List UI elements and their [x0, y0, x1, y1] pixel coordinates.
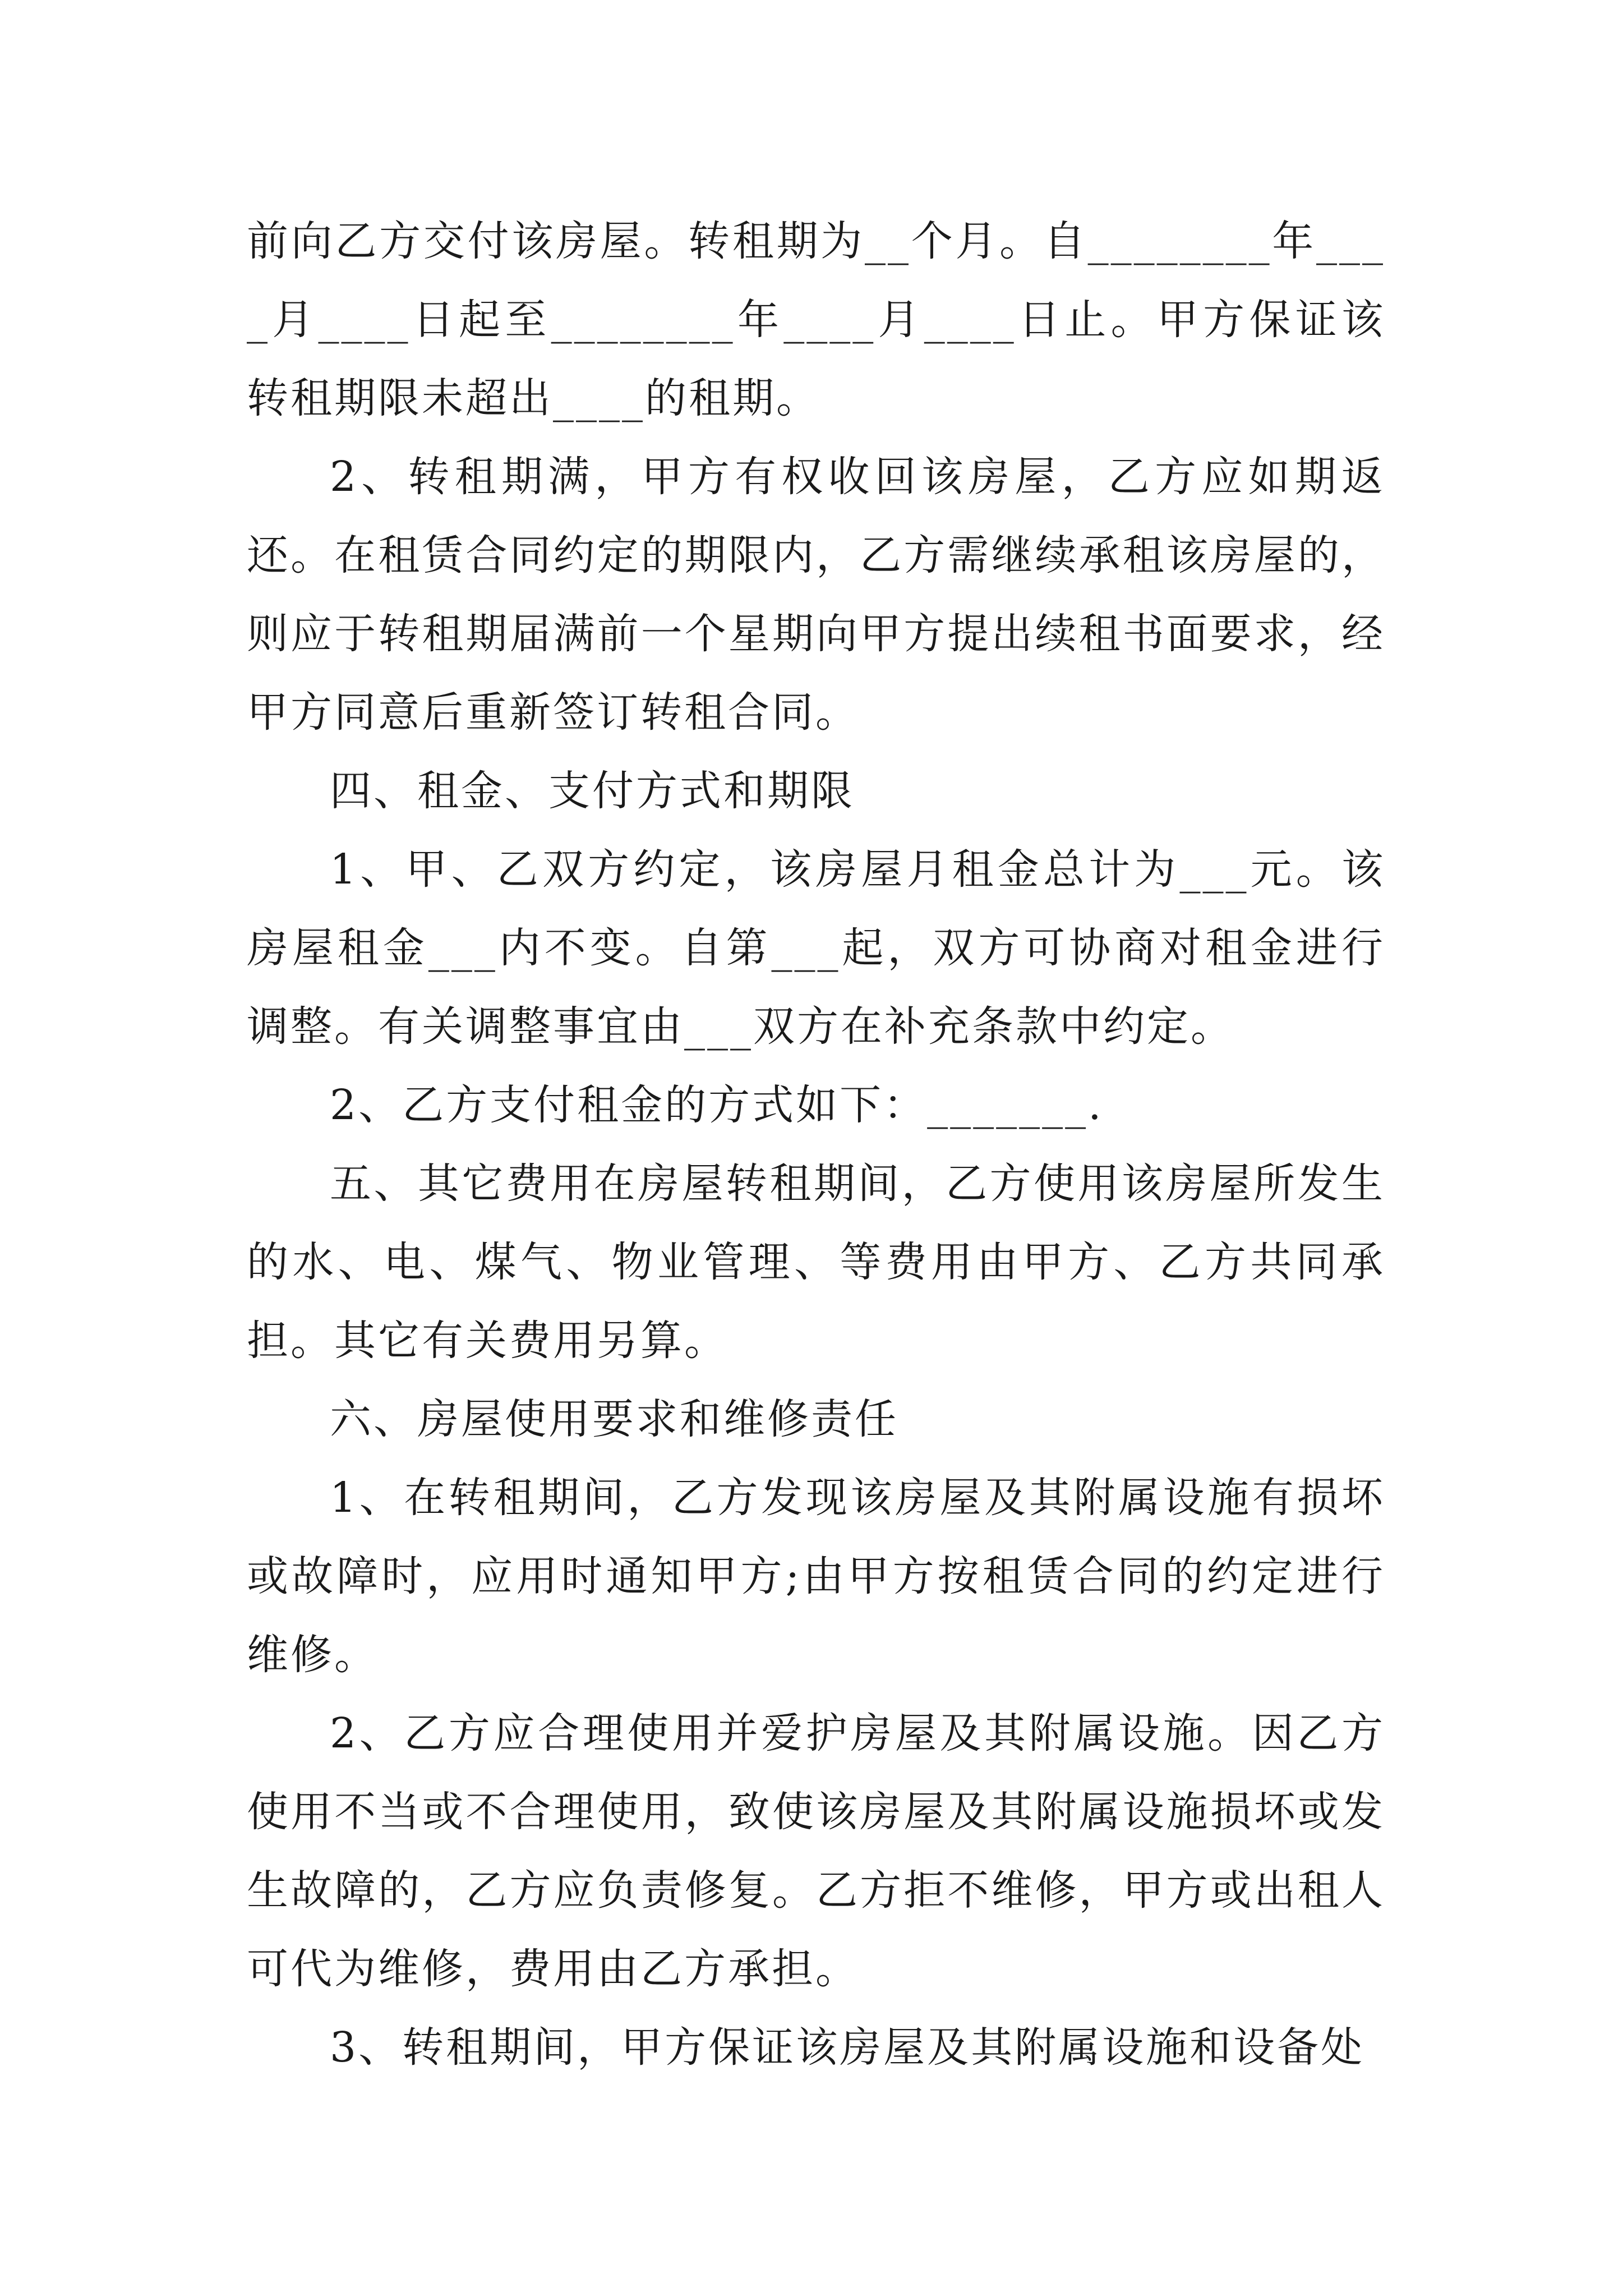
- paragraph-other-fees: 五、其它费用在房屋转租期间，乙方使用该房屋所发生的水、电、煤气、物业管理、等费用由甲方、乙方共同承担。其它有关费用另算。: [247, 1159, 1385, 1365]
- section-heading-rent: 四、租金、支付方式和期限: [330, 767, 855, 815]
- paragraph-proper-use: 2、乙方应合理使用并爱护房屋及其附属设施。因乙方使用不当或不合理使用，致使该房屋及其附属设施损坏或发生故障的，乙方应负责修复。乙方拒不维修，甲方或出租人可代为维修，费用由乙方承担。: [247, 1709, 1385, 1993]
- paragraph-term-expiry: 2、转租期满，甲方有权收回该房屋，乙方应如期返还。在租赁合同约定的期限内，乙方需继续承租该房屋的，则应于转租期届满前一个星期向甲方提出续租书面要求，经甲方同意后重新签订转租合同。: [247, 453, 1385, 737]
- paragraph-payment-method: 2、乙方支付租金的方式如下：_______.: [330, 1081, 1104, 1129]
- section-heading-maintenance: 六、房屋使用要求和维修责任: [330, 1395, 898, 1443]
- paragraph-landlord-guarantee: 3、转租期间，甲方保证该房屋及其附属设施和设备处: [330, 2023, 1365, 2072]
- document-body: [247, 202, 1385, 2087]
- paragraph-maintenance-notice: 1、在转租期间，乙方发现该房屋及其附属设施有损坏或故障时，应用时通知甲方;由甲方按租赁合同的约定进行维修。: [247, 1474, 1385, 1679]
- paragraph-rent-amount: 1、甲、乙双方约定，该房屋月租金总计为___元。该房屋租金___内不变。自第___起，双方可协商对租金进行调整。有关调整事宜由___双方在补充条款中约定。: [247, 845, 1385, 1051]
- paragraph-term-dates: 前向乙方交付该房屋。转租期为__个月。自________年____月____日起至________年____月____日止。甲方保证该转租期限未超出____的租期。: [247, 217, 1385, 422]
